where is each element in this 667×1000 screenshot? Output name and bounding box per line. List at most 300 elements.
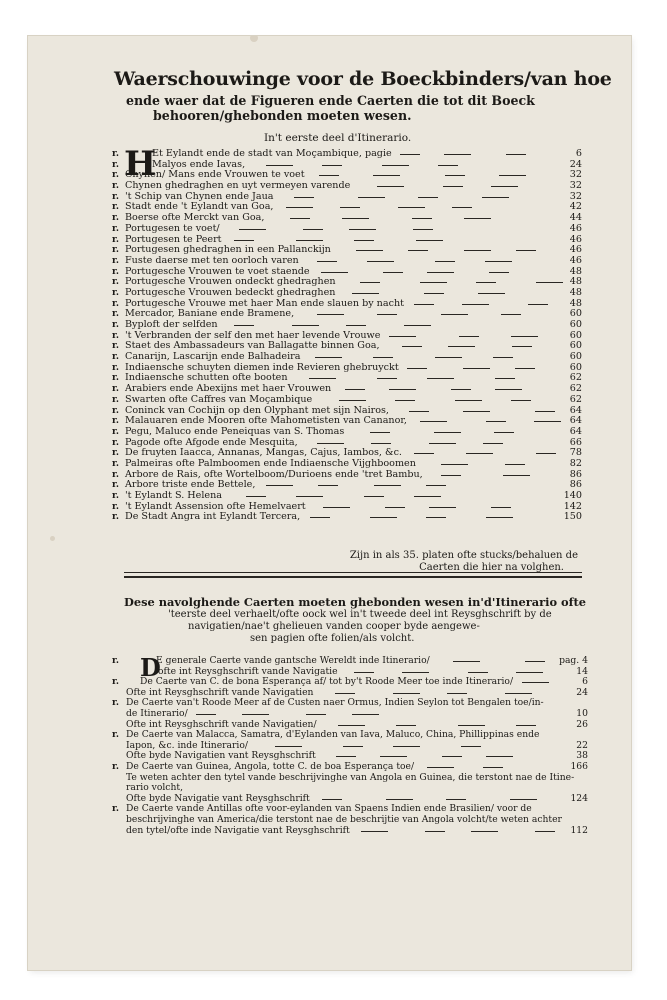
leader-dash (435, 357, 462, 358)
plate-page-number: 60 (569, 361, 582, 373)
leader-dash (458, 725, 485, 726)
plate-title: Pegu, Maluco ende Peneiquas van S. Thomas (125, 425, 345, 437)
list-marker: r. (112, 448, 120, 459)
list-marker: r. (112, 458, 120, 469)
page-title-line2: ende waer dat de Figueren ende Caerten die tot dit Boeck (126, 93, 535, 108)
plate-title: Portugesche Vrouwen ondeckt ghedraghen (125, 276, 336, 288)
plate-title: Coninck van Cochijn op den Olyphant met sijn Nairos, (125, 404, 389, 416)
leader-dash (407, 368, 427, 369)
plate-title: Portugesen te Peert (125, 233, 222, 245)
plate-list-item (112, 427, 582, 438)
plate-page-number: 46 (569, 222, 582, 234)
paper-stain (50, 536, 55, 541)
leader-dash (459, 336, 479, 337)
leader-dash (266, 165, 293, 166)
map-title: Ofte int Reysghschrift vande Navigatien (126, 686, 314, 698)
map-title: beschrijvinghe van America/die terstont nae de beschrijtie van Angola volcht/te weten achter (126, 813, 562, 825)
map-page-number: 166 (570, 760, 588, 772)
map-page-number: 22 (576, 739, 588, 751)
leader-dash (416, 240, 443, 241)
leader-dash (389, 389, 416, 390)
plate-title: Stadt ende 't Eylandt van Goa, (125, 201, 274, 213)
plate-title: 't Eylandt Assension ofte Hemelvaert (125, 500, 306, 512)
plate-title: Boerse ofte Merckt van Goa, (125, 212, 265, 224)
map-title: Ofte byde Navigatie vant Reysghschrift (126, 792, 310, 804)
plate-title: Malauaren ende Mooren ofte Mahometisten van Cananor, (125, 415, 407, 427)
plate-page-number: 46 (569, 233, 582, 245)
leader-dash (317, 261, 337, 262)
leader-dash (535, 411, 555, 412)
plate-total (328, 550, 578, 574)
list-marker: r. (112, 394, 120, 405)
leader-dash (414, 304, 434, 305)
leader-dash (512, 346, 532, 347)
leader-dash (275, 746, 302, 747)
list-marker: r. (112, 213, 120, 224)
plate-page-number: 60 (569, 319, 582, 330)
list-marker: r. (112, 287, 120, 298)
plate-list-item (112, 395, 582, 406)
leader-dash (380, 756, 407, 757)
leader-dash (434, 432, 461, 433)
leader-dash (451, 389, 471, 390)
map-list-item (112, 656, 588, 667)
leader-dash (306, 714, 326, 715)
leader-dash (495, 389, 522, 390)
leader-dash (321, 272, 348, 273)
leader-dash (319, 175, 339, 176)
plate-title: Arbore de Rais, ofte Wortelboom/Durioens ende 'tret Bambu, (125, 468, 423, 480)
leader-dash (266, 485, 293, 486)
leader-dash (515, 368, 535, 369)
plate-page-number: 86 (569, 479, 582, 491)
plate-title: Portugesche Vrouwen bedeckt ghedraghen (125, 286, 336, 298)
leader-dash (427, 378, 454, 379)
leader-dash (234, 325, 254, 326)
leader-dash (290, 218, 310, 219)
plate-title: 't Eylandt S. Helena (125, 490, 222, 501)
leader-dash (371, 443, 391, 444)
leader-dash (383, 272, 403, 273)
leader-dash (310, 517, 330, 518)
plate-title: Pagode ofte Afgode ende Mesquita, (125, 436, 298, 448)
leader-dash (503, 475, 530, 476)
leader-dash (486, 421, 506, 422)
leader-dash (463, 411, 490, 412)
leader-dash (367, 261, 394, 262)
leader-dash (501, 314, 521, 315)
leader-dash (196, 714, 216, 715)
plate-title: Indiaensche schuyten diemen inde Revieren ghebruyckt (125, 361, 399, 373)
leader-dash (356, 250, 383, 251)
leader-dash (286, 207, 313, 208)
leader-dash (382, 165, 409, 166)
leader-dash (296, 496, 323, 497)
list-marker: r. (112, 437, 120, 448)
leader-dash (426, 485, 446, 486)
leader-dash (536, 453, 556, 454)
leader-dash (352, 714, 379, 715)
list-marker: r. (112, 149, 120, 159)
leader-dash (374, 485, 401, 486)
map-title: Te weten achter den tytel vande beschrijvinghe van Angola en Guinea, die terstont nae de Itine- (126, 771, 575, 783)
list-marker: r. (112, 512, 120, 523)
leader-dash (468, 672, 488, 673)
list-marker: r. (112, 245, 120, 256)
plate-page-number: 78 (569, 447, 582, 459)
plate-list (112, 144, 582, 523)
leader-dash (239, 229, 266, 230)
leader-dash (409, 411, 429, 412)
plate-page-number: 82 (569, 457, 582, 469)
plate-title: Mercador, Baniane ende Bramene, (125, 308, 295, 320)
plate-list-item (112, 224, 582, 235)
leader-dash (478, 293, 505, 294)
list-marker: r. (112, 426, 120, 437)
leader-dash (426, 517, 446, 518)
map-list-item (112, 773, 588, 784)
list-marker: r. (112, 330, 120, 341)
map-page-number: 38 (576, 750, 588, 762)
plate-title: Chynen/ Mans ende Vrouwen te voet (125, 169, 305, 181)
leader-dash (408, 250, 428, 251)
leader-dash (486, 517, 513, 518)
leader-dash (516, 725, 536, 726)
leader-dash (461, 746, 481, 747)
document-sheet (28, 36, 631, 970)
leader-dash (429, 443, 456, 444)
plate-page-number: 46 (569, 244, 582, 256)
leader-dash (242, 714, 269, 715)
plate-title: De Stadt Angra int Eylandt Tercera, (125, 511, 301, 523)
leader-dash (402, 346, 422, 347)
page-title-line3: behooren/ghebonden moeten wesen. (153, 108, 412, 123)
list-marker: r. (112, 320, 120, 330)
plate-page-number: 46 (569, 254, 582, 266)
plate-page-number: 42 (569, 201, 582, 213)
map-title: De Caerte van't Roode Meer af de Custen naer Ormus, Indien Seylon tot Bengalen toe/in- (126, 697, 544, 709)
leader-dash (385, 507, 405, 508)
leader-dash (441, 314, 468, 315)
leader-dash (528, 304, 548, 305)
leader-dash (402, 672, 429, 673)
plate-title: Portugesche Vrouwe met haer Man ende slauen by nacht (125, 297, 404, 309)
leader-dash (525, 661, 545, 662)
plate-title: Chynen ghedraghen en uyt vermeyen varende (125, 180, 351, 192)
page-title-line1: Waerschouwinge voor de Boeckbinders/van hoe (114, 68, 612, 90)
section2-heading-line4: sen pagien ofte folien/als volcht. (250, 633, 415, 644)
leader-dash (377, 314, 397, 315)
leader-dash (294, 197, 314, 198)
plate-page-number: 140 (563, 490, 582, 501)
leader-dash (448, 346, 475, 347)
leader-dash (414, 453, 434, 454)
leader-dash (315, 357, 342, 358)
leader-dash (506, 154, 526, 155)
plate-title: Arbore triste ende Bettele, (125, 479, 256, 491)
plate-page-number: 48 (569, 265, 582, 277)
leader-dash (386, 799, 413, 800)
leader-dash (370, 432, 390, 433)
leader-dash (296, 240, 323, 241)
section2-heading-line3: navigatien/nae't ghelieuen vanden cooper byde aengewe- (188, 621, 480, 632)
map-page-number: 26 (576, 718, 588, 730)
leader-dash (476, 282, 496, 283)
leader-dash (361, 831, 388, 832)
leader-dash (452, 207, 472, 208)
leader-dash (317, 443, 344, 444)
leader-dash (535, 831, 555, 832)
plate-title: Portugesche Vrouwen te voet staende (125, 265, 310, 277)
map-page-number: 10 (576, 707, 588, 719)
list-marker: r. (112, 416, 120, 427)
leader-dash (323, 507, 350, 508)
plate-list-item (112, 256, 582, 267)
plate-page-number: 60 (569, 329, 582, 341)
plate-title: 't Verbranden der self den met haer levende Vrouwe (125, 329, 381, 341)
map-title: De Caerte van C. de bona Esperança af/ tot by't Roode Meer toe inde Itinerario/ (140, 676, 514, 688)
plate-page-number: 64 (569, 404, 582, 416)
plate-page-number: 64 (569, 415, 582, 427)
list-marker: r. (112, 223, 120, 234)
leader-dash (338, 725, 365, 726)
plate-title: Et Eylandt ende de stadt van Moçambique, pagie (152, 148, 392, 159)
leader-dash (446, 799, 466, 800)
list-marker: r. (112, 469, 120, 480)
plate-page-number: 150 (563, 511, 582, 523)
map-list (112, 653, 588, 836)
leader-dash (486, 756, 513, 757)
leader-dash (352, 293, 379, 294)
plate-title: 't Schip van Chynen ende Jaua (125, 190, 274, 202)
leader-dash (427, 767, 454, 768)
leader-dash (424, 293, 444, 294)
leader-dash (464, 218, 491, 219)
leader-dash (510, 799, 537, 800)
plate-page-number: 66 (569, 436, 582, 448)
list-marker: r. (112, 181, 120, 192)
plate-page-number: 48 (569, 286, 582, 298)
plate-page-number: 6 (575, 148, 582, 159)
map-page-number: 112 (570, 824, 588, 836)
leader-dash (412, 218, 432, 219)
map-title: rario volcht, (126, 782, 183, 794)
leader-dash (413, 229, 433, 230)
leader-dash (494, 432, 514, 433)
leader-dash (505, 693, 532, 694)
map-title: Ofte byde Navigatien vant Reysghschrift (126, 750, 316, 762)
list-marker: r. (112, 730, 120, 741)
leader-dash (453, 661, 480, 662)
map-title: Iapon, &c. inde Itinerario/ (126, 739, 248, 751)
map-title: ofte int Reysghschrift vande Navigatie (158, 665, 338, 677)
leader-dash (400, 154, 420, 155)
leader-dash (346, 325, 366, 326)
leader-dash (358, 197, 385, 198)
leader-dash (427, 272, 454, 273)
leader-dash (485, 261, 512, 262)
leader-dash (373, 175, 400, 176)
list-marker: r. (112, 309, 120, 320)
list-marker: r. (112, 255, 120, 266)
leader-dash (505, 464, 525, 465)
leader-dash (435, 261, 455, 262)
plate-page-number: 62 (569, 372, 582, 384)
leader-dash (441, 475, 461, 476)
leader-dash (340, 207, 360, 208)
plate-title: Portugesen ghedraghen in een Pallanckijn (125, 244, 331, 256)
plate-page-number: 86 (569, 468, 582, 480)
leader-dash (429, 507, 456, 508)
leader-dash (438, 165, 458, 166)
plate-title: Palmeiras ofte Palmboomen ende Indiaensche Vijghboomen (125, 457, 416, 469)
leader-dash (489, 272, 509, 273)
leader-dash (495, 378, 515, 379)
list-marker: r. (112, 373, 120, 384)
leader-dash (420, 421, 447, 422)
leader-dash (292, 325, 319, 326)
plate-title: Malyos ende Iavas, (152, 158, 246, 170)
map-page-number: 14 (576, 665, 588, 677)
leader-dash (464, 250, 491, 251)
list-marker: r. (112, 656, 120, 666)
leader-dash (339, 400, 366, 401)
divider-thick (124, 576, 582, 578)
list-marker: r. (112, 202, 120, 213)
leader-dash (354, 240, 374, 241)
plate-title: Staet des Ambassadeurs van Ballagatte binnen Goa, (125, 340, 380, 352)
plate-title: De fruyten Iaacca, Annanas, Mangas, Cajus, Iambos, &c. (125, 447, 402, 459)
plate-title: Fuste daerse met ten oorloch varen (125, 254, 299, 266)
list-marker: r. (112, 491, 120, 501)
leader-dash (377, 186, 404, 187)
leader-dash (522, 682, 549, 683)
plate-page-number: 62 (569, 383, 582, 395)
leader-dash (349, 229, 376, 230)
list-marker: r. (112, 804, 120, 815)
list-marker: r. (112, 501, 120, 512)
leader-dash (370, 517, 397, 518)
drop-cap-initial-2: D (140, 653, 161, 682)
list-marker: r. (112, 341, 120, 352)
list-marker: r. (112, 298, 120, 309)
list-marker: r. (112, 480, 120, 491)
leader-dash (534, 421, 561, 422)
leader-dash (483, 767, 503, 768)
leader-dash (414, 496, 441, 497)
plate-total-line2: Caerten die hier na volghen. (419, 562, 564, 573)
plate-page-number: 60 (569, 340, 582, 352)
leader-dash (441, 464, 468, 465)
leader-dash (455, 400, 482, 401)
map-title: den tytel/ofte inde Navigatie vant Reysghschrift (126, 824, 350, 836)
leader-dash (345, 389, 365, 390)
section2-heading-line1: Dese navolghende Caerten moeten ghebonden wesen in'd'Itinerario ofte (124, 595, 587, 609)
plate-page-number: 64 (569, 425, 582, 437)
plate-page-number: 32 (569, 169, 582, 181)
leader-dash (536, 282, 563, 283)
list-marker: r. (112, 761, 120, 772)
leader-dash (309, 378, 336, 379)
map-title: De Caerte van Guinea, Angola, totte C. de boa Esperança toe/ (126, 760, 415, 772)
leader-dash (303, 229, 323, 230)
leader-dash (343, 746, 363, 747)
list-marker: r. (112, 234, 120, 245)
leader-dash (444, 154, 471, 155)
leader-dash (442, 756, 462, 757)
map-list-item (112, 762, 588, 773)
list-marker: r. (112, 191, 120, 202)
list-marker: r. (112, 677, 120, 688)
leader-dash (491, 507, 511, 508)
leader-dash (420, 282, 447, 283)
leader-dash (396, 725, 416, 726)
plate-title: Arabiers ende Abexijns met haer Vrouwen (125, 383, 332, 395)
leader-dash (483, 443, 503, 444)
leader-dash (466, 453, 493, 454)
list-marker: r. (112, 170, 120, 181)
plate-page-number: 32 (569, 180, 582, 192)
leader-dash (491, 186, 518, 187)
list-marker: r. (112, 352, 120, 363)
leader-dash (322, 165, 342, 166)
plate-page-number: 142 (563, 500, 582, 512)
plate-title: Portugesen te voet/ (125, 222, 220, 234)
leader-dash (389, 336, 416, 337)
leader-dash (377, 378, 397, 379)
leader-dash (418, 197, 438, 198)
list-marker: r. (112, 277, 120, 288)
map-page-number: pag. 4 (559, 655, 588, 666)
leader-dash (445, 175, 465, 176)
leader-dash (318, 485, 338, 486)
leader-dash (393, 693, 420, 694)
divider-thin (124, 572, 582, 573)
leader-dash (447, 693, 467, 694)
plate-page-number: 44 (569, 212, 582, 224)
map-title: E generale Caerte vande gantsche Wereldt inde Itinerario/ (156, 655, 430, 666)
section1-heading: In't eerste deel d'Itinerario. (264, 132, 412, 144)
leader-dash (404, 325, 431, 326)
list-marker: r. (112, 698, 120, 709)
list-marker: r. (112, 384, 120, 395)
map-title: De Caerte vande Antillas ofte voor-eylanden van Spaens Indien ende Brasilien/ voor de (126, 803, 532, 815)
plate-title: Indiaensche schutten ofte booten (125, 372, 288, 384)
leader-dash (499, 175, 526, 176)
map-list-item (112, 709, 588, 720)
leader-dash (354, 672, 374, 673)
leader-dash (425, 831, 445, 832)
leader-dash (443, 186, 463, 187)
list-marker: r. (112, 266, 120, 277)
plate-title: Canarijn, Lascarijn ende Balhadeira (125, 351, 301, 363)
leader-dash (246, 496, 266, 497)
plate-page-number: 48 (569, 276, 582, 288)
leader-dash (234, 240, 254, 241)
leader-dash (516, 672, 543, 673)
leader-dash (398, 207, 425, 208)
map-page-number: 24 (576, 686, 588, 698)
leader-dash (322, 799, 342, 800)
plate-page-number: 60 (569, 351, 582, 363)
section2-heading-line2: 'teerste deel verhaelt/ofte oock wel in't tweede deel int Reysghschrift by de (168, 609, 552, 620)
leader-dash (511, 336, 538, 337)
leader-dash (364, 496, 384, 497)
plate-list-item (112, 512, 582, 523)
plate-page-number: 62 (569, 393, 582, 405)
map-title: De Caerte van Malacca, Samatra, d'Eylanden van Iava, Maluco, China, Phillippinas ende (126, 729, 540, 741)
leader-dash (342, 218, 369, 219)
